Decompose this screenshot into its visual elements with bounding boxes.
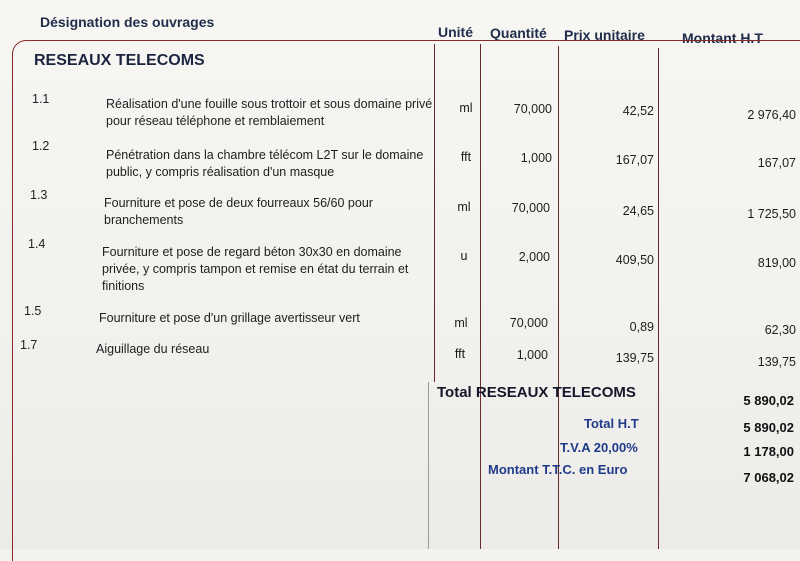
row-unit: u [460, 249, 468, 263]
row-description: Pénétration dans la chambre télécom L2T sur le domaine public, y compris réalisation d'un masque [106, 148, 424, 179]
row-amount: 62,30 [764, 323, 796, 337]
column-divider [434, 44, 435, 382]
row-quantity: 70,000 [509, 316, 548, 330]
ttc-value: 7 068,02 [743, 470, 794, 485]
row-unit: ml [454, 316, 468, 330]
row-quantity: 70,000 [511, 201, 550, 215]
row-description: Fourniture et pose de deux fourreaux 56/60 pour branchements [104, 196, 373, 227]
row-amount: 139,75 [757, 355, 796, 369]
header-prix-unitaire: Prix unitaire [564, 27, 645, 43]
section-title: RESEAUX TELECOMS [34, 52, 205, 69]
row-unit-price: 409,50 [615, 253, 654, 267]
row-quantity: 1,000 [516, 348, 548, 362]
row-unit-price: 24,65 [622, 204, 654, 218]
tva-label: T.V.A 20,00% [560, 440, 638, 455]
total-ht-value: 5 890,02 [743, 420, 794, 435]
row-unit: ml [459, 101, 473, 115]
row-unit: fft [460, 150, 472, 164]
row-amount: 2 976,40 [747, 108, 796, 122]
row-quantity: 1,000 [520, 151, 552, 165]
tva-value: 1 178,00 [743, 444, 794, 459]
row-number: 1.7 [20, 338, 38, 352]
row-unit: ml [457, 200, 471, 214]
row-description: Fourniture et pose de regard béton 30x30 en domaine privée, y compris tampon et remise en état du terrain et finitions [102, 245, 409, 293]
row-amount: 819,00 [757, 256, 796, 270]
row-number: 1.4 [28, 237, 46, 251]
section-total-label: Total RESEAUX TELECOMS [437, 384, 636, 401]
row-number: 1.1 [32, 92, 50, 106]
row-unit: fft [454, 347, 466, 361]
row-description: Aiguillage du réseau [96, 342, 210, 356]
row-quantity: 70,000 [513, 102, 552, 116]
header-designation: Désignation des ouvrages [40, 14, 215, 30]
row-amount: 1 725,50 [747, 207, 796, 221]
section-total-value: 5 890,02 [743, 393, 794, 408]
row-number: 1.3 [30, 188, 48, 202]
row-number: 1.2 [32, 139, 50, 153]
row-quantity: 2,000 [518, 250, 550, 264]
column-divider [428, 382, 429, 549]
header-unite: Unité [438, 24, 473, 40]
row-description: Fourniture et pose d'un grillage avertisseur vert [99, 311, 360, 325]
header-montant-ht: Montant H.T [682, 30, 763, 46]
row-number: 1.5 [24, 304, 42, 318]
column-divider [480, 44, 481, 549]
row-amount: 167,07 [757, 156, 796, 170]
total-ht-label: Total H.T [584, 416, 639, 431]
ttc-label: Montant T.T.C. en Euro [488, 462, 628, 477]
row-unit-price: 139,75 [615, 351, 654, 365]
column-divider [658, 48, 659, 549]
header-quantite: Quantité [490, 25, 547, 41]
row-unit-price: 0,89 [629, 320, 654, 334]
row-unit-price: 167,07 [615, 153, 654, 167]
row-description: Réalisation d'une fouille sous trottoir et sous domaine privé pour réseau téléphone et remblaiement [106, 97, 433, 128]
row-unit-price: 42,52 [622, 104, 654, 118]
